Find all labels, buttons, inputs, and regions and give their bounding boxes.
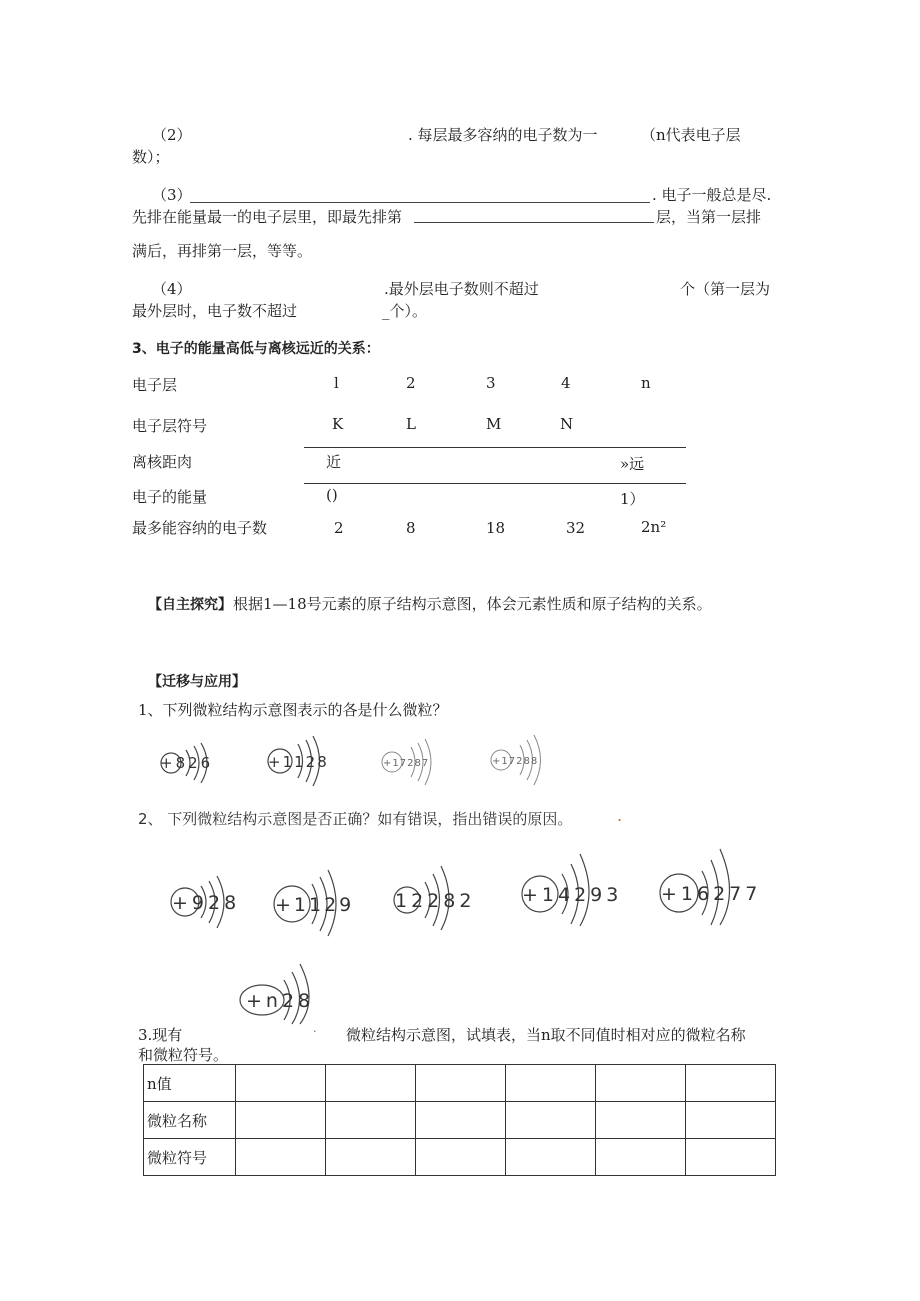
- explore-text: 根据1—18号元素的原子结构示意图，体会元素性质和原子结构的关系。: [233, 595, 712, 613]
- distance-near: 近: [326, 453, 342, 471]
- symbol-value: M: [486, 415, 502, 433]
- item2-note: （n代表电子层: [641, 126, 741, 144]
- answer-cell[interactable]: [596, 1102, 686, 1139]
- atom-label: +1128: [268, 753, 329, 771]
- apply-tag: 【迁移与应用】: [148, 674, 246, 690]
- row-capacity-label: 最多能容纳的电子数: [132, 519, 268, 537]
- explore-tag: 【自主探究】: [148, 597, 232, 613]
- atom-label: +16277: [661, 883, 762, 905]
- answer-cell[interactable]: [326, 1139, 416, 1176]
- row-energy-label: 电子的能量: [132, 488, 208, 506]
- question-1: 1、下列微粒结构示意图表示的各是什么微粒？: [138, 701, 448, 719]
- atom-diagram: [656, 845, 762, 925]
- row-distance-label: 离核距肉: [132, 453, 193, 471]
- stray-mark: .: [617, 806, 623, 825]
- answer-cell[interactable]: [506, 1065, 596, 1102]
- item2-number: （2）: [152, 126, 192, 144]
- symbol-value: L: [406, 415, 416, 433]
- layer-value: 4: [561, 374, 571, 392]
- atom-label: +17288: [492, 756, 539, 767]
- answer-cell[interactable]: [236, 1102, 326, 1139]
- row-header: n值: [144, 1065, 236, 1102]
- table-row: [144, 1065, 776, 1102]
- row-symbol-label: 电子层符号: [132, 417, 208, 435]
- item2-text: . 每层最多容纳的电子数为一: [408, 126, 598, 144]
- answer-cell[interactable]: [236, 1065, 326, 1102]
- question-3-text: 微粒结构示意图，试填表，当n取不同值时相对应的微粒名称: [346, 1026, 746, 1044]
- answer-cell[interactable]: [596, 1065, 686, 1102]
- layer-value: l: [334, 374, 339, 392]
- answer-cell[interactable]: [506, 1139, 596, 1176]
- item3-line3: 满后，再排第一层，等等。: [132, 242, 313, 260]
- atom-diagram: [238, 962, 328, 1024]
- answer-cell[interactable]: [416, 1065, 506, 1102]
- divider: [304, 483, 686, 484]
- item4-number: （4）: [152, 280, 192, 298]
- capacity-value: 32: [566, 519, 586, 537]
- atom-diagram: [158, 738, 228, 788]
- item4-text: .最外层电子数则不超过: [384, 280, 539, 298]
- item4-line2: 最外层时，电子数不超过: [132, 302, 298, 320]
- layer-value: n: [641, 374, 651, 392]
- section3-heading: 3、电子的能量高低与离核远近的关系：: [132, 341, 380, 357]
- answer-cell[interactable]: [686, 1065, 776, 1102]
- item3-number: （3）: [152, 186, 192, 204]
- row-header: 微粒符号: [144, 1139, 236, 1176]
- atom-diagram: [490, 733, 550, 787]
- atom-diagram: [381, 737, 441, 787]
- item3-text: . 电子一般总是尽.: [652, 186, 772, 204]
- atom-label: +826: [160, 754, 214, 772]
- atom-label: +14293: [522, 884, 623, 906]
- stray-mark: .: [313, 1022, 317, 1035]
- item3-line2-end: 层，当第一层排: [656, 208, 762, 226]
- atom-diagram: [168, 872, 241, 932]
- atom-diagram: [391, 858, 476, 930]
- capacity-value: 18: [486, 519, 506, 537]
- item2-wrap: 数）；: [132, 148, 170, 166]
- symbol-value: K: [332, 415, 344, 433]
- symbol-value: N: [560, 415, 574, 433]
- row-layer-label: 电子层: [132, 376, 178, 394]
- answer-cell[interactable]: [506, 1102, 596, 1139]
- atom-diagram: [266, 734, 336, 788]
- item4-note: 个（第一层为: [680, 280, 771, 298]
- energy-high: 1）: [620, 490, 645, 508]
- distance-far: »远: [620, 455, 645, 473]
- atom-label: +n28: [246, 990, 315, 1012]
- energy-low: (): [326, 486, 338, 504]
- answer-table: [143, 1064, 776, 1176]
- answer-cell[interactable]: [236, 1139, 326, 1176]
- atom-diagram: [270, 866, 355, 936]
- answer-cell[interactable]: [326, 1102, 416, 1139]
- divider: [304, 447, 686, 448]
- question-2: 2、 下列微粒结构示意图是否正确？如有错误，指出错误的原因。: [138, 810, 573, 828]
- item3-line2: 先排在能量最一的电子层里，即最先排第: [132, 208, 403, 226]
- item3-blank-1[interactable]: [190, 202, 650, 203]
- layer-value: 3: [486, 374, 496, 392]
- item4-line2-end: _个）。: [382, 302, 428, 320]
- atom-label: +928: [172, 892, 241, 914]
- layer-value: 2: [406, 374, 416, 392]
- answer-cell[interactable]: [416, 1102, 506, 1139]
- atom-label: +1129: [275, 894, 355, 916]
- question-3-wrap: 和微粒符号。: [138, 1046, 229, 1064]
- table-row: [144, 1139, 776, 1176]
- capacity-value: 2: [334, 519, 344, 537]
- answer-cell[interactable]: [686, 1139, 776, 1176]
- answer-cell[interactable]: [416, 1139, 506, 1176]
- atom-label: +17287: [383, 758, 430, 769]
- capacity-value: 2n²: [641, 518, 667, 536]
- answer-cell[interactable]: [686, 1102, 776, 1139]
- answer-cell[interactable]: [596, 1139, 686, 1176]
- atom-diagram: [518, 846, 623, 926]
- table-row: [144, 1102, 776, 1139]
- answer-cell[interactable]: [326, 1065, 416, 1102]
- capacity-value: 8: [406, 519, 416, 537]
- row-header: 微粒名称: [144, 1102, 236, 1139]
- question-3-prefix: 3.现有: [138, 1026, 183, 1044]
- atom-label: 12282: [395, 890, 476, 912]
- item3-blank-2[interactable]: [414, 222, 654, 223]
